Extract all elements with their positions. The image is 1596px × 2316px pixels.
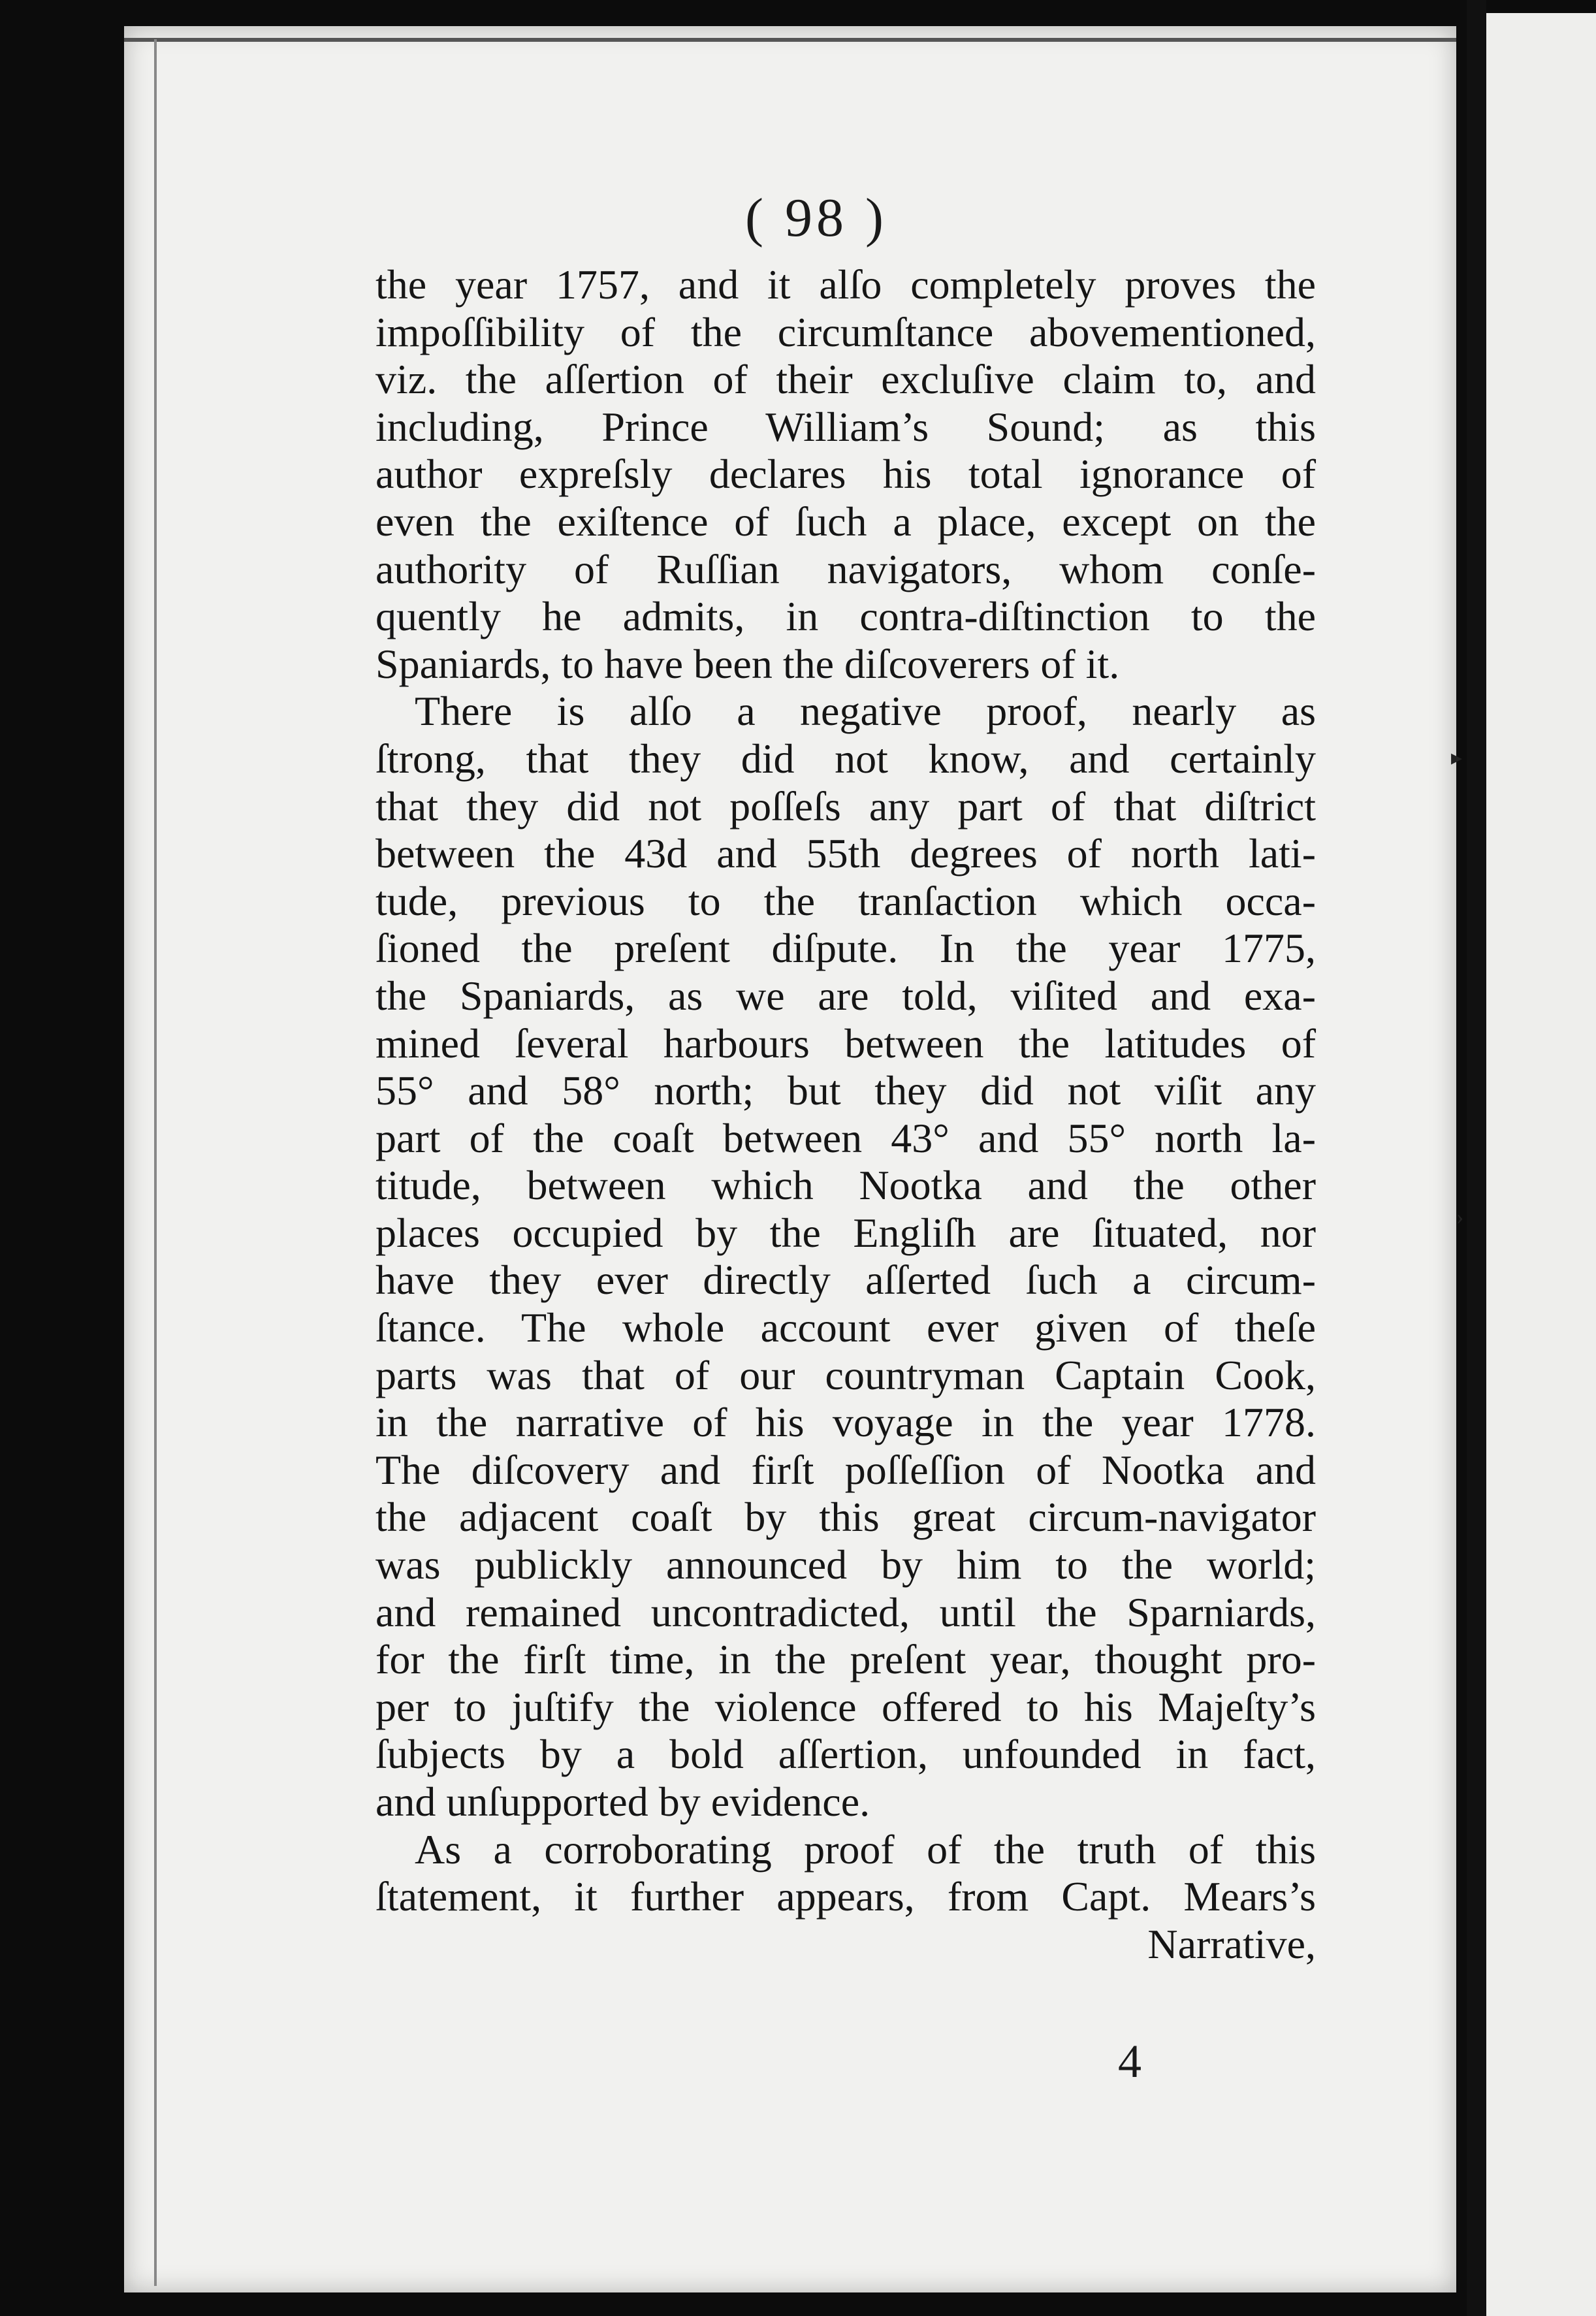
- text-line: places occupied by the Engliſh are ſituated, nor: [375, 1209, 1316, 1256]
- page-top-edge: [124, 38, 1456, 42]
- text-line: parts was that of our countryman Captain Cook,: [375, 1351, 1316, 1398]
- facing-page-edge: [1486, 13, 1596, 2316]
- text-line: There is alſo a negative proof, nearly as: [415, 688, 1316, 735]
- text-line: was publickly announced by him to the world;: [375, 1541, 1316, 1588]
- text-line: in the narrative of his voyage in the year 1778.: [375, 1399, 1316, 1446]
- text-line: that they did not poſſeſs any part of that diſtrict: [375, 782, 1316, 829]
- text-line: even the exiſtence of ſuch a place, except on the: [375, 498, 1316, 545]
- text-line: Narrative,: [1147, 1920, 1316, 1967]
- text-line: for the firſt time, in the preſent year, thought pro-: [375, 1636, 1316, 1683]
- text-line: ſtance. The whole account ever given of theſe: [375, 1304, 1316, 1351]
- text-line: ſioned the preſent diſpute. In the year 1775,: [375, 925, 1316, 972]
- text-line: including, Prince William’s Sound; as this: [375, 403, 1316, 450]
- signature-mark: 4: [1118, 2035, 1141, 2087]
- page-number: ( 98 ): [745, 187, 887, 248]
- text-line: mined ſeveral harbours between the latitudes of: [375, 1020, 1316, 1067]
- text-line: quently he admits, in contra-diſtinction to the: [375, 593, 1316, 640]
- text-line: the Spaniards, as we are told, viſited and exa-: [375, 972, 1316, 1019]
- binding-gutter: [1467, 0, 1486, 2316]
- margin-mark: ›: [1456, 1205, 1464, 1229]
- text-line: ſtrong, that they did not know, and certainly: [375, 735, 1316, 782]
- text-line: ſtatement, it further appears, from Capt. Mears’s: [375, 1873, 1316, 1920]
- margin-mark: ▸: [1451, 746, 1463, 770]
- page-left-edge: [154, 39, 157, 2286]
- text-line: titude, between which Nootka and the other: [375, 1162, 1316, 1209]
- text-line: between the 43d and 55th degrees of north lati-: [375, 830, 1316, 877]
- text-line: Spaniards, to have been the diſcoverers of it.: [375, 640, 1120, 687]
- text-line: the adjacent coaſt by this great circum-navigator: [375, 1494, 1316, 1541]
- text-line: have they ever directly aſſerted ſuch a circum-: [375, 1257, 1316, 1304]
- text-line: and unſupported by evidence.: [375, 1778, 870, 1825]
- text-line: As a corroborating proof of the truth of this: [415, 1825, 1316, 1873]
- text-line: viz. the aſſertion of their excluſive claim to, and: [375, 356, 1316, 403]
- text-line: 55° and 58° north; but they did not viſit any: [375, 1067, 1316, 1114]
- text-line: part of the coaſt between 43° and 55° north la-: [375, 1114, 1316, 1161]
- text-line: The diſcovery and firſt poſſeſſion of Nootka and: [375, 1446, 1316, 1493]
- text-line: the year 1757, and it alſo completely proves the: [375, 261, 1316, 308]
- text-line: authority of Ruſſian navigators, whom conſe-: [375, 545, 1316, 592]
- text-line: per to juſtify the violence offered to his Majeſty’s: [375, 1683, 1316, 1730]
- text-line: impoſſibility of the circumſtance abovementioned,: [375, 308, 1316, 355]
- body-text: [375, 261, 1316, 1968]
- text-line: and remained uncontradicted, until the Sparniards,: [375, 1588, 1316, 1635]
- text-line: ſubjects by a bold aſſertion, unfounded in fact,: [375, 1731, 1316, 1778]
- text-line: author expreſsly declares his total ignorance of: [375, 451, 1316, 498]
- text-line: tude, previous to the tranſaction which occa-: [375, 877, 1316, 924]
